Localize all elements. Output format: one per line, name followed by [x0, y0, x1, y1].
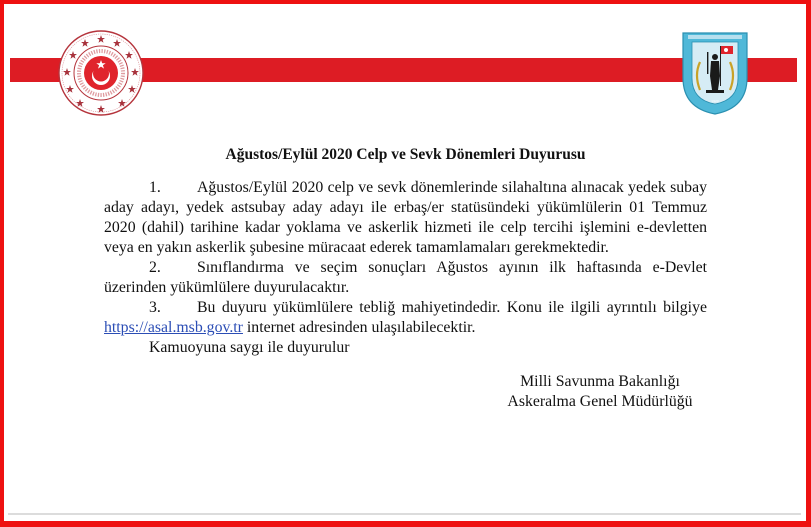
paragraph-3 [104, 298, 707, 338]
announcement-body [104, 178, 707, 358]
signature-block [470, 372, 730, 412]
paragraph-text: Ağustos/Eylül 2020 celp ve sevk dönemlerinde silahaltına alınacak yedek subay aday adayı, yedek astsubay aday adayı ile erbaş/er statüsündeki yükümlülerin 01 Temmuz 2020 (dahil) tarihine kadar yoklama ve askerlik hizmeti ile celp tercihi işlemini e-devletten veya en yakın askerlik şubesine müracaat ederek tamamlamaları gerekmektedir. [104, 179, 707, 256]
conscription-badge-icon [680, 30, 750, 116]
closing-line: Kamuoyuna saygı ile duyurulur [149, 339, 350, 356]
frame-shadow [8, 513, 801, 515]
ministry-seal-icon [57, 29, 145, 117]
signature-directorate: Askeralma Genel Müdürlüğü [507, 393, 693, 410]
paragraph-2 [104, 258, 707, 298]
paragraph-number: 1. [149, 179, 161, 196]
paragraph-number: 3. [149, 299, 161, 316]
paragraph-number: 2. [149, 259, 161, 276]
svg-text:1920: 1920 [711, 99, 719, 103]
signature-ministry: Milli Savunma Bakanlığı [520, 373, 680, 390]
paragraph-text-after-link: internet adresinden ulaşılabilecektir. [242, 319, 476, 336]
announcement-title: Ağustos/Eylül 2020 Celp ve Sevk Dönemleri Duyurusu [225, 146, 586, 163]
asal-website-link[interactable]: https://asal.msb.gov.tr [104, 319, 243, 336]
paragraph-text-before-link: Bu duyuru yükümlülere tebliğ mahiyetindedir. Konu ile ilgili ayrıntılı bilgiye [197, 299, 707, 316]
paragraph-text: Sınıflandırma ve seçim sonuçları Ağustos ayının ilk haftasında e-Devlet üzerinden yükümlülere duyurulacaktır. [104, 259, 707, 296]
paragraph-1 [104, 178, 707, 258]
